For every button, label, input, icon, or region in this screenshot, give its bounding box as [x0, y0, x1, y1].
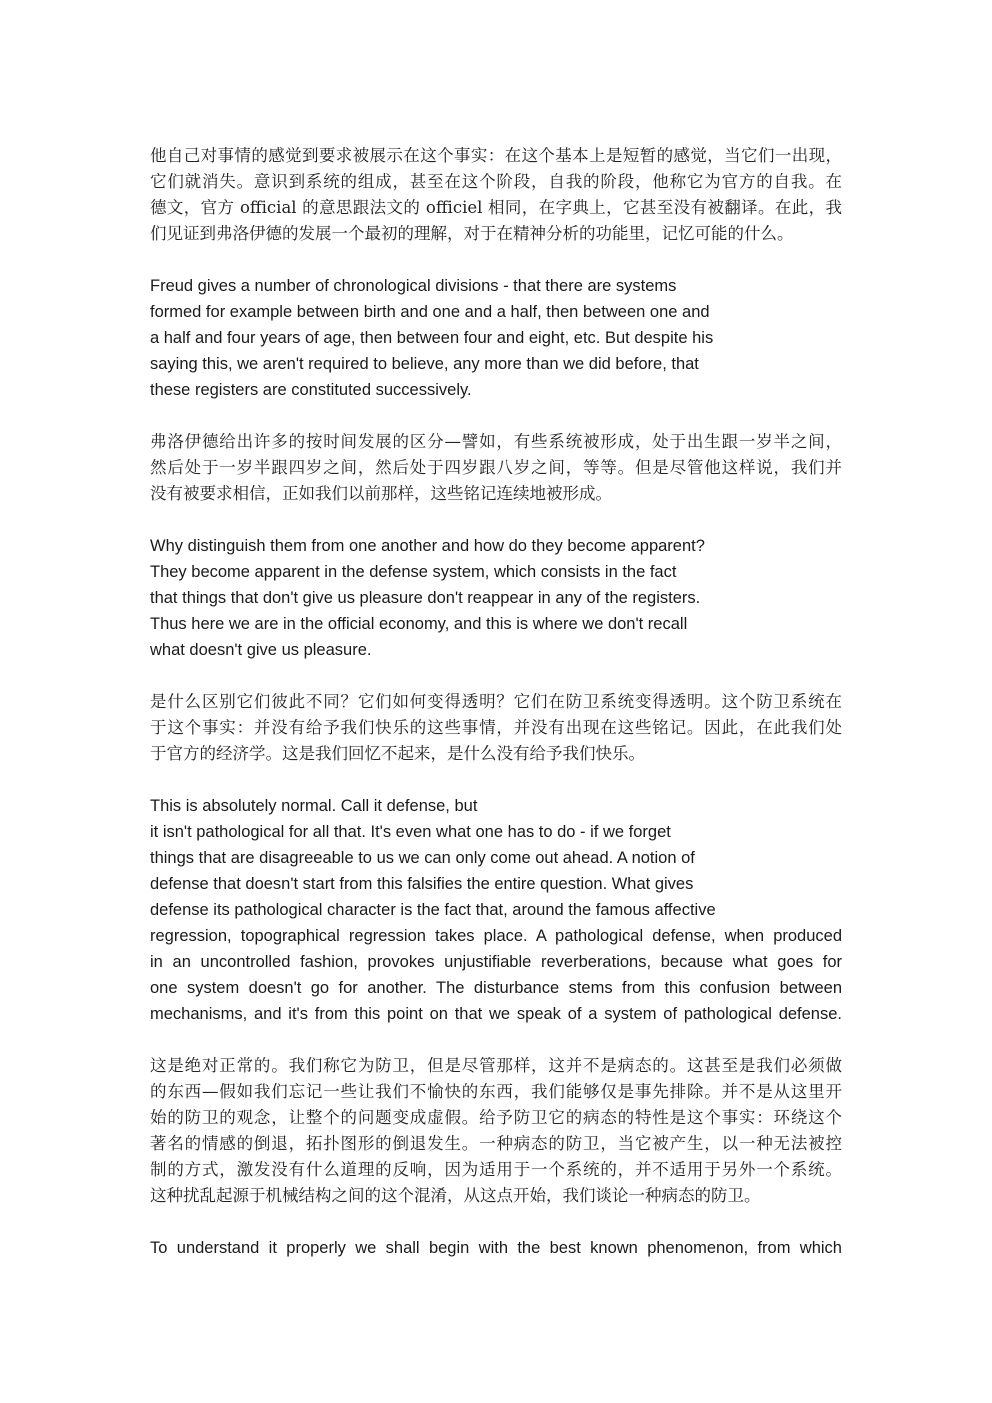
- text-line: This is absolutely normal. Call it defense, but: [150, 797, 478, 815]
- paragraph-en-1: [150, 273, 842, 403]
- paragraph-zh-1: [150, 143, 842, 247]
- text-line: They become apparent in the defense system, which consists in the fact: [150, 563, 677, 581]
- text-line: mechanisms, and it's from this point on that we speak of a system of pathological defense.: [150, 1005, 842, 1023]
- text-line: Freud gives a number of chronological divisions - that there are systems: [150, 277, 677, 295]
- text-line: 制的方式，激发没有什么道理的反响，因为适用于一个系统的，并不适用于另外一个系统。: [150, 1160, 842, 1179]
- text-line: 于这个事实：并没有给予我们快乐的这些事情，并没有出现在这些铭记。因此，在此我们处: [150, 718, 842, 737]
- text-line: 这种扰乱起源于机械结构之间的这个混淆，从这点开始，我们谈论一种病态的防卫。: [150, 1186, 761, 1205]
- text-line: that things that don't give us pleasure don't reappear in any of the registers.: [150, 589, 701, 607]
- text-line: a half and four years of age, then between four and eight, etc. But despite his: [150, 329, 714, 347]
- text-line: 德文，官方 official 的意思跟法文的 officiel 相同，在字典上，它甚至没有被翻译。在此，我: [150, 198, 842, 217]
- text-line: Why distinguish them from one another and how do they become apparent?: [150, 537, 705, 555]
- text-line: 始的防卫的观念，让整个的问题变成虚假。给予防卫它的病态的特性是这个事实：环绕这个: [150, 1108, 842, 1127]
- paragraph-en-3: [150, 793, 842, 1027]
- text-line: defense that doesn't start from this falsifies the entire question. What gives: [150, 875, 694, 893]
- text-line: what doesn't give us pleasure.: [150, 641, 372, 659]
- text-line: defense its pathological character is the fact that, around the famous affective: [150, 901, 716, 919]
- text-line: in an uncontrolled fashion, provokes unjustifiable reverberations, because what goes for: [150, 953, 842, 971]
- text-line: 于官方的经济学。这是我们回忆不起来，是什么没有给予我们快乐。: [150, 744, 645, 763]
- text-line: saying this, we aren't required to believe, any more than we did before, that: [150, 355, 699, 373]
- text-line: Thus here we are in the official economy, and this is where we don't recall: [150, 615, 688, 633]
- paragraph-en-4: [150, 1235, 842, 1261]
- text-line: 是什么区别它们彼此不同？它们如何变得透明？它们在防卫系统变得透明。这个防卫系统在: [150, 692, 842, 711]
- text-line: 著名的情感的倒退，拓扑图形的倒退发生。一种病态的防卫，当它被产生，以一种无法被控: [150, 1134, 842, 1153]
- paragraph-zh-3: [150, 689, 842, 767]
- text-line: 然后处于一岁半跟四岁之间，然后处于四岁跟八岁之间，等等。但是尽管他这样说，我们并: [150, 458, 842, 477]
- paragraph-zh-2: [150, 429, 842, 507]
- text-line: it isn't pathological for all that. It's even what one has to do - if we forget: [150, 823, 671, 841]
- text-line: 他自己对事情的感觉到要求被展示在这个事实：在这个基本上是短暂的感觉，当它们一出现，: [150, 146, 842, 165]
- paragraph-en-2: [150, 533, 842, 663]
- text-line: 没有被要求相信，正如我们以前那样，这些铭记连续地被形成。: [150, 484, 612, 503]
- text-line: 弗洛伊德给出许多的按时间发展的区分—譬如，有些系统被形成，处于出生跟一岁半之间，: [150, 432, 842, 451]
- text-line: things that are disagreeable to us we can only come out ahead. A notion of: [150, 849, 695, 867]
- text-line: 们见证到弗洛伊德的发展一个最初的理解，对于在精神分析的功能里，记忆可能的什么。: [150, 224, 794, 243]
- text-line: 它们就消失。意识到系统的组成，甚至在这个阶段，自我的阶段，他称它为官方的自我。在: [150, 172, 842, 191]
- text-line: these registers are constituted successively.: [150, 381, 472, 399]
- text-line: 这是绝对正常的。我们称它为防卫，但是尽管那样，这并不是病态的。这甚至是我们必须做: [150, 1056, 842, 1075]
- text-line: regression, topographical regression takes place. A pathological defense, when produced: [150, 927, 842, 945]
- text-line: 的东西—假如我们忘记一些让我们不愉快的东西，我们能够仅是事先排除。并不是从这里开: [150, 1082, 842, 1101]
- paragraph-zh-4: [150, 1053, 842, 1209]
- text-line: formed for example between birth and one and a half, then between one and: [150, 303, 710, 321]
- text-line: one system doesn't go for another. The disturbance stems from this confusion between: [150, 979, 842, 997]
- document-page: [150, 143, 842, 1287]
- text-line: To understand it properly we shall begin with the best known phenomenon, from which: [150, 1239, 842, 1257]
